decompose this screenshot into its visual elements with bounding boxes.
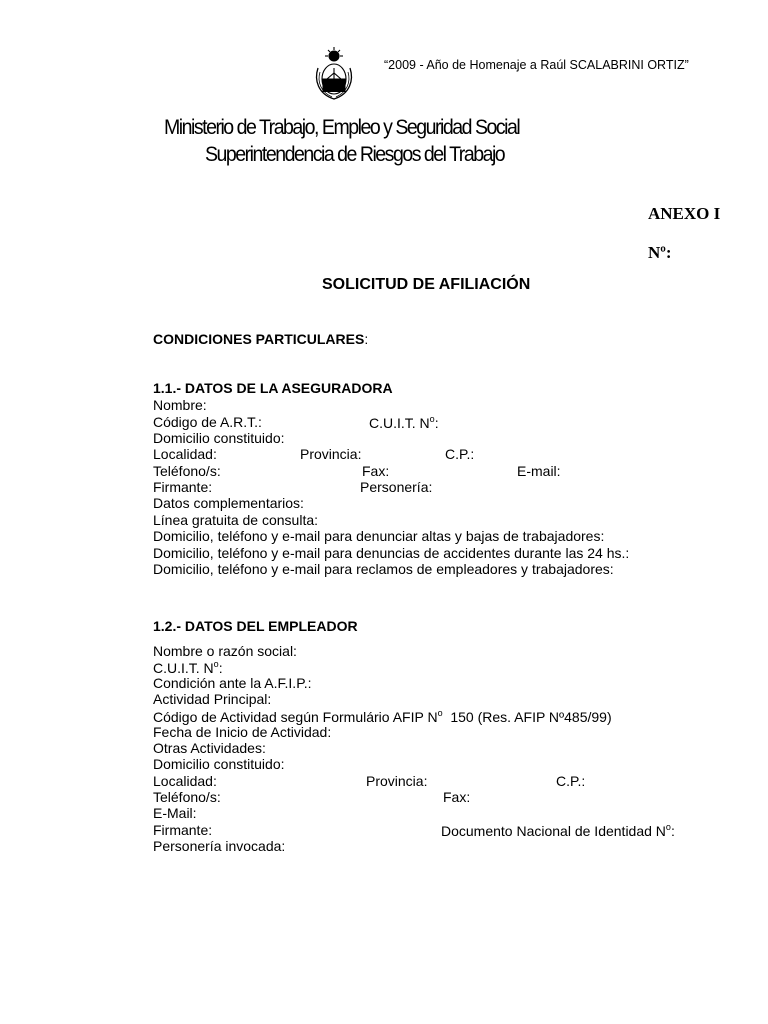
- cuit-empleador-colon: :: [218, 660, 223, 676]
- cuit-empleador-superscript: o: [213, 659, 219, 669]
- field-domicilio-altas: Domicilio, teléfono y e-mail para denunciar altas y bajas de trabajadores:: [153, 528, 605, 544]
- field-domicilio: Domicilio constituido:: [153, 430, 285, 446]
- field-personeria: Personería:: [360, 479, 433, 495]
- field-domicilio-accidentes: Domicilio, teléfono y e-mail para denuncias de accidentes durante las 24 hs.:: [153, 545, 630, 561]
- field-otras-actividades: Otras Actividades:: [153, 740, 266, 756]
- section-empleador-heading: 1.2.- DATOS DEL EMPLEADOR: [153, 618, 358, 634]
- field-email: E-mail:: [517, 463, 561, 479]
- documento-superscript: o: [665, 822, 671, 832]
- field-nombre: Nombre:: [153, 397, 207, 413]
- section-aseguradora-heading: 1.1.- DATOS DE LA ASEGURADORA: [153, 380, 393, 396]
- superintendency-name: Superintendencia de Riesgos del Trabajo: [205, 143, 505, 166]
- cuit-empleador-label: C.U.I.T. N: [153, 660, 214, 676]
- field-firmante: Firmante:: [153, 479, 213, 495]
- field-nombre-razon-social: Nombre o razón social:: [153, 643, 297, 659]
- cuit-superscript: o: [429, 414, 435, 424]
- field-firmante-empleador: Firmante:: [153, 822, 213, 838]
- field-cuit-empleador: [153, 659, 223, 676]
- field-personeria-invocada: Personería invocada:: [153, 838, 286, 854]
- field-condicion-afip: Condición ante la A.F.I.P.:: [153, 675, 312, 691]
- field-cp-empleador: C.P.:: [556, 773, 586, 789]
- annex-number-label: Nº:: [648, 243, 672, 262]
- annex-label: ANEXO I: [648, 204, 721, 223]
- codigo-actividad-label: Código de Actividad según Formulário AFIP N: [153, 709, 438, 725]
- field-localidad-empleador: Localidad:: [153, 773, 217, 789]
- field-email-empleador: E-Mail:: [153, 805, 197, 821]
- ministry-name: Ministerio de Trabajo, Empleo y Seguridad Social: [164, 116, 520, 139]
- field-provincia: Provincia:: [300, 446, 362, 462]
- field-documento-identidad: [441, 822, 675, 839]
- field-domicilio-empleador: Domicilio constituido:: [153, 756, 285, 772]
- field-codigo-actividad: [153, 708, 612, 725]
- field-provincia-empleador: Provincia:: [366, 773, 428, 789]
- conditions-heading: [153, 331, 368, 347]
- field-localidad: Localidad:: [153, 446, 217, 462]
- field-telefono: Teléfono/s:: [153, 463, 221, 479]
- field-fax-empleador: Fax:: [443, 789, 471, 805]
- conditions-label: CONDICIONES PARTICULARES: [153, 331, 365, 347]
- cuit-colon: :: [434, 415, 439, 431]
- cuit-label: C.U.I.T. N: [369, 415, 430, 431]
- field-telefono-empleador: Teléfono/s:: [153, 789, 221, 805]
- field-cuit-aseguradora: [369, 414, 439, 431]
- field-actividad-principal: Actividad Principal:: [153, 691, 272, 707]
- field-fecha-inicio: Fecha de Inicio de Actividad:: [153, 724, 332, 740]
- field-fax: Fax:: [362, 463, 390, 479]
- conditions-colon: :: [364, 331, 369, 347]
- field-cp: C.P.:: [445, 446, 475, 462]
- field-linea-gratuita: Línea gratuita de consulta:: [153, 512, 319, 528]
- field-domicilio-reclamos: Domicilio, teléfono y e-mail para reclamos de empleadores y trabajadores:: [153, 561, 614, 577]
- codigo-actividad-value: 150 (Res. AFIP Nº485/99): [450, 709, 612, 725]
- field-datos-complementarios: Datos complementarios:: [153, 495, 304, 511]
- codigo-actividad-superscript: o: [437, 708, 443, 718]
- argentina-coat-of-arms-icon: [312, 46, 356, 102]
- page-title: SOLICITUD DE AFILIACIÓN: [322, 276, 531, 293]
- field-codigo-art: Código de A.R.T.:: [153, 414, 262, 430]
- documento-colon: :: [670, 823, 675, 839]
- header-motto: “2009 - Año de Homenaje a Raúl SCALABRINI ORTIZ”: [384, 58, 689, 72]
- documento-label: Documento Nacional de Identidad N: [441, 823, 666, 839]
